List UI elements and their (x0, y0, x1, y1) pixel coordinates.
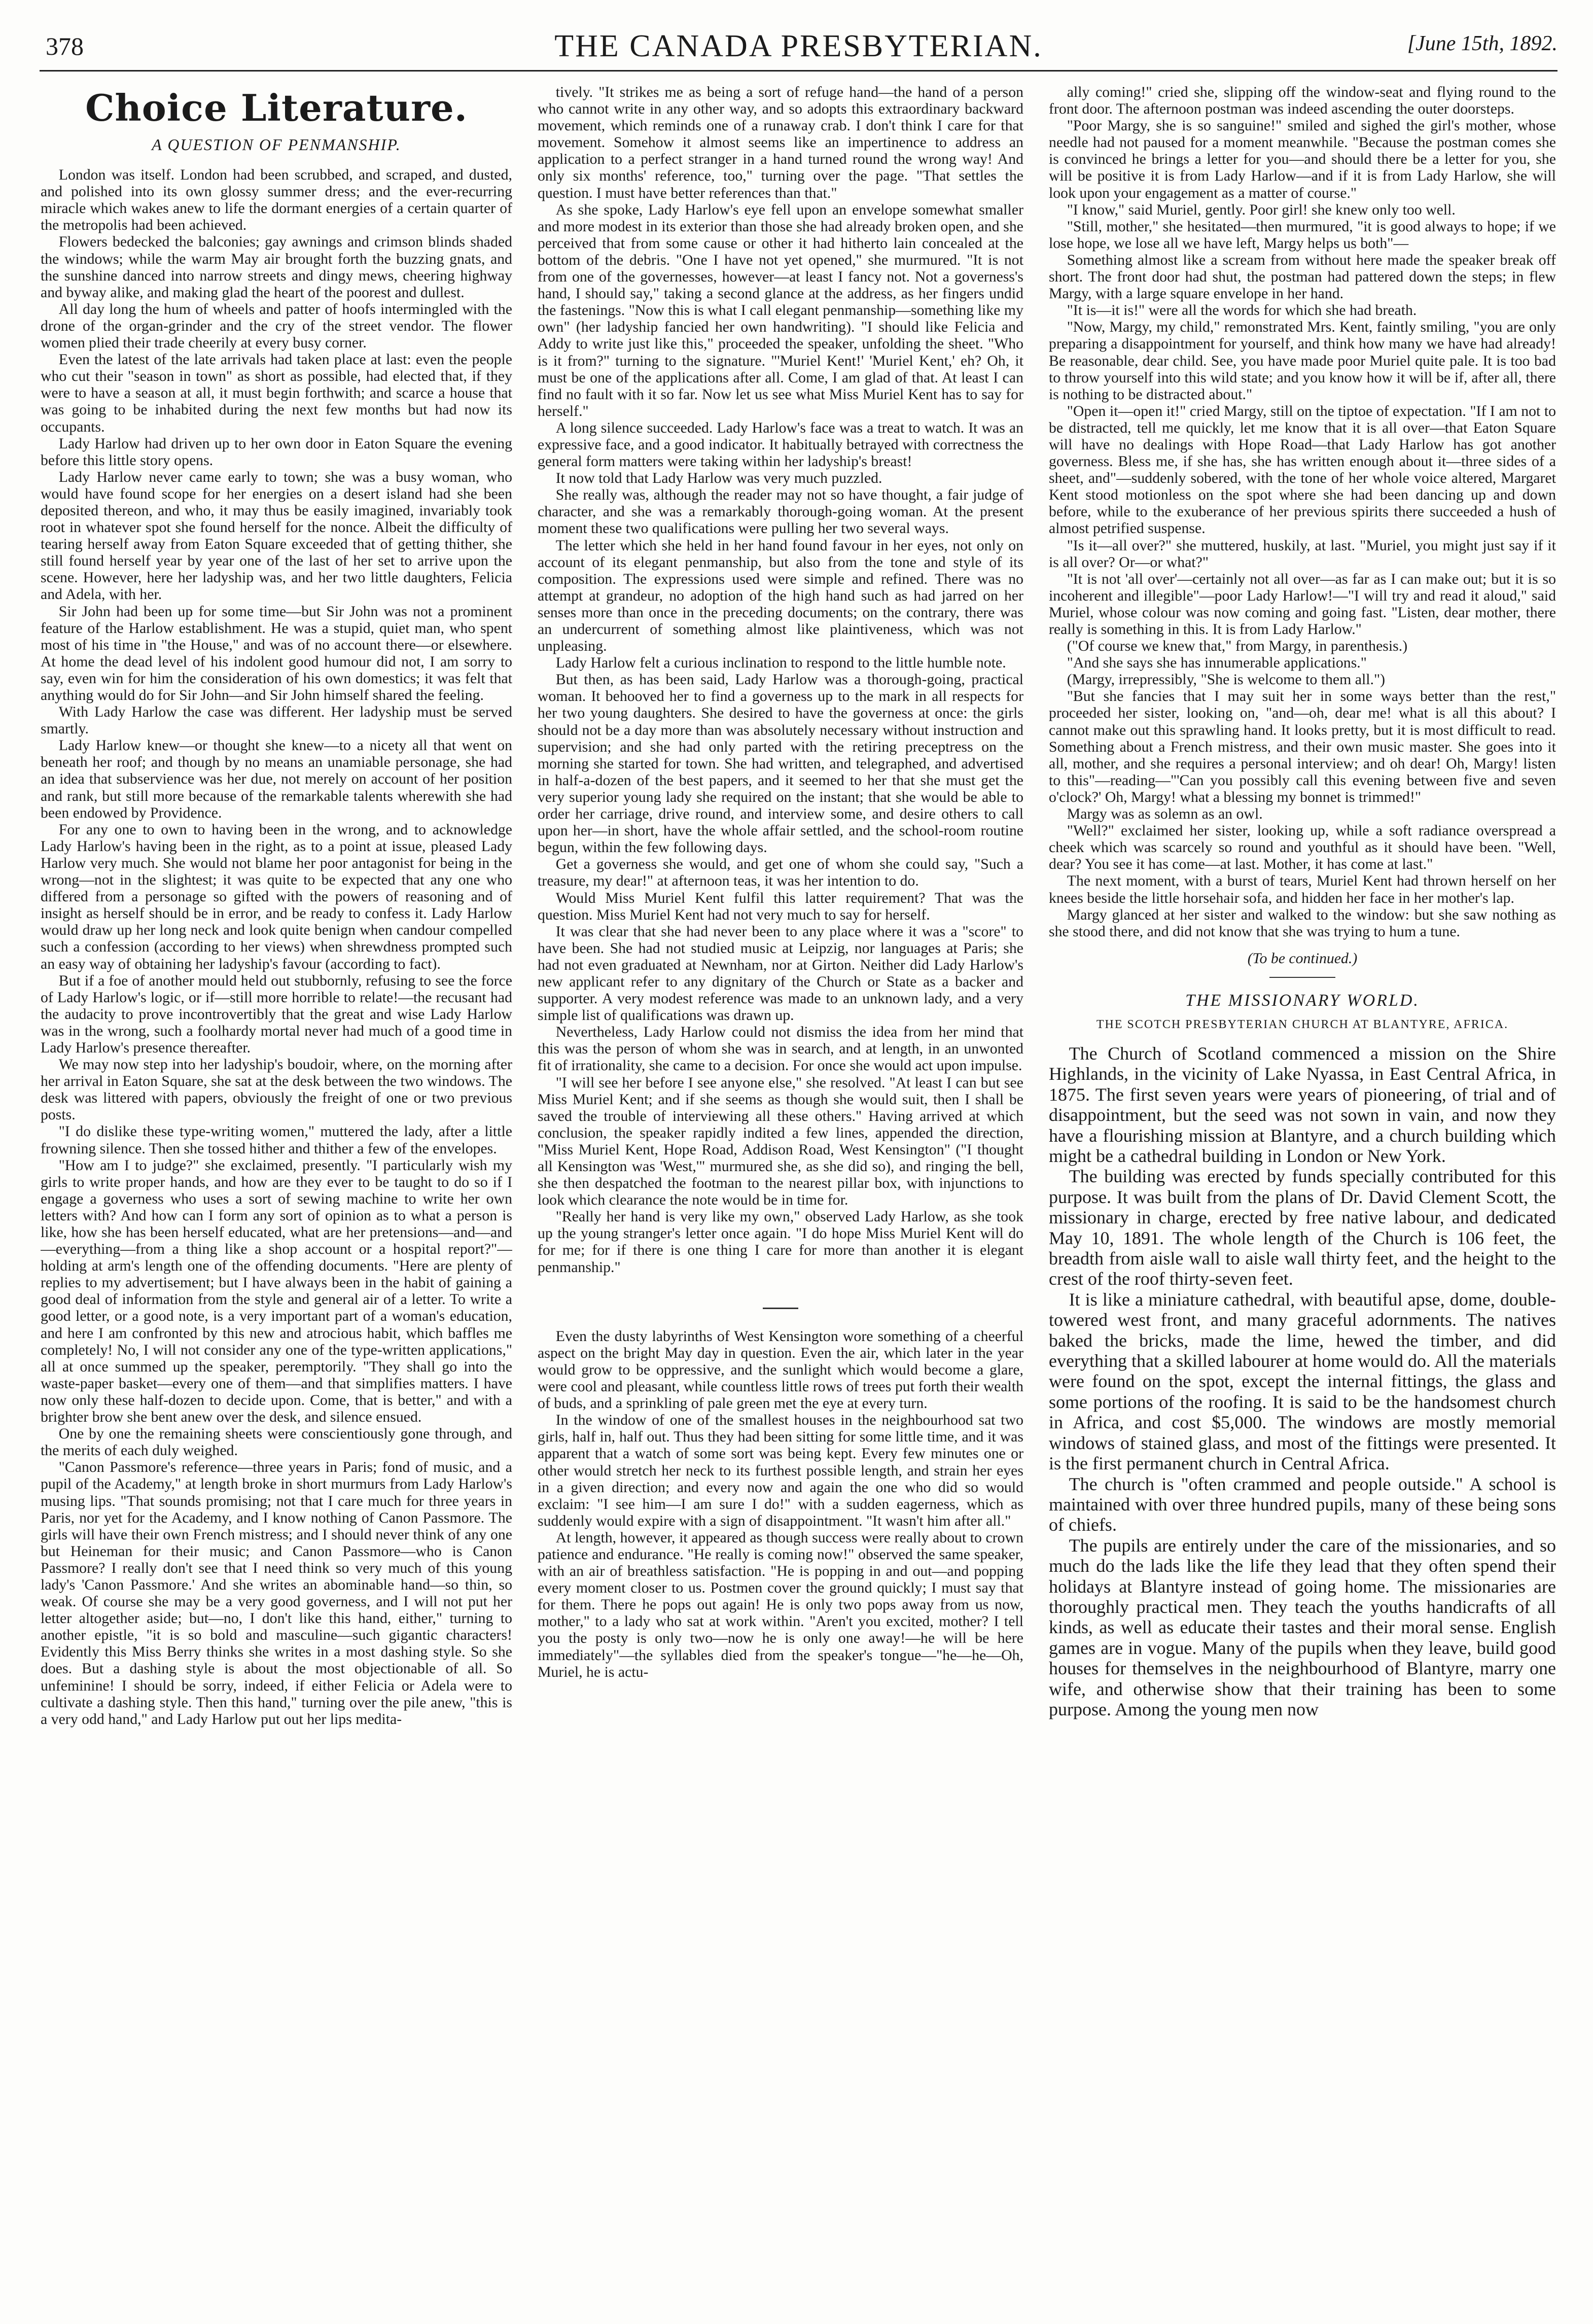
missionary-article-subtitle: THE SCOTCH PRESBYTERIAN CHURCH AT BLANTYRE, AFRICA. (1096, 1017, 1509, 1031)
column-1 (41, 84, 512, 2310)
paragraph: ally coming!" cried she, slipping off the window-seat and flying round to the front door. The afternoon postman was indeed ascending the outer doorsteps. (1049, 84, 1556, 118)
scene-divider (538, 1296, 1023, 1313)
paragraph: For any one to own to having been in the wrong, and to acknowledge Lady Harlow's having been in the right, as to a point at issue, pleased Lady Harlow very much. She would not blame her poor antagonist for being in the wrong—not in the slightest; it was quite to be expected that any one who differed from a personage so gifted with the powers of reasoning and of insight as herself should be in error, and be ready to confess it. Lady Harlow would draw up her long neck and look quite benign when candour compelled such a confession (according to her views) when shrewdness prompted such an easy way of obtaining her ladyship's favour (according to fact). (41, 821, 512, 972)
column-2 (538, 84, 1023, 2310)
paragraph: "Really her hand is very like my own," observed Lady Harlow, as she took up the young stranger's letter once again. "I do hope Miss Muriel Kent will do for me; for if there is one thing I care for more than another it is elegant penmanship." (538, 1208, 1023, 1276)
paragraph: We may now step into her ladyship's boudoir, where, on the morning after her arrival in Eaton Square, she sat at the desk between the two windows. The desk was littered with papers, obviously the freight of one or two previous posts. (41, 1056, 512, 1123)
paragraph: In the window of one of the smallest houses in the neighbourhood sat two girls, half in, half out. Thus they had been sitting for some little time, and it was apparent that a watch of some sort was being kept. Every few minutes one or other would stretch her neck to its furthest possible length, and strain her eyes in a given direction; and every now and again the one who did so would exclaim: "I see him—I am sure I do!" with a sudden eagerness, which as suddenly would expire with a sign of disappointment. "It wasn't him after all." (538, 1412, 1023, 1529)
paragraph: But if a foe of another mould held out stubbornly, refusing to see the force of Lady Harlow's logic, or if—still more horrible to relate!—the recusant had the audacity to prove incontrovertibly that the great and wise Lady Harlow was in the wrong, such a foolhardy mortal never had much of a good time in Lady Harlow's presence thereafter. (41, 972, 512, 1056)
paragraph: The building was erected by funds specially contributed for this purpose. It was built from the plans of Dr. David Clement Scott, the missionary in charge, erected by free native labour, and dedicated May 10, 1891. The whole length of the Church is 106 feet, the breadth from aisle wall to aisle wall thirty feet, and the height to the crest of the roof thirty-seven feet. (1049, 1166, 1556, 1289)
paragraph: A long silence succeeded. Lady Harlow's face was a treat to watch. It was an expressive face, and a good indicator. It habitually betrayed with correctness the general form matters were taking within her ladyship's breast! (538, 419, 1023, 470)
paragraph: "I will see her before I see anyone else," she resolved. "At least I can but see Miss Muriel Kent; and if she seems as though she would suit, then I shall be saved the trouble of interviewing all these others." Having arrived at which conclusion, the speaker rapidly indited a few lines, appended the direction, "Miss Muriel Kent, Hope Road, Addison Road, West Kensington" ("I thought all Kensington was 'West,'" murmured she, as she did so), and ringing the bell, she then despatched the footman to the nearest pillar box, with injunctions to look which clearance the note would be in time for. (538, 1074, 1023, 1209)
paragraph: It now told that Lady Harlow was very much puzzled. (555, 470, 882, 487)
paragraph: "It is—it is!" were all the words for which she had breath. (1067, 302, 1417, 319)
paragraph: "Now, Margy, my child," remonstrated Mrs. Kent, faintly smiling, "you are only preparing a disappointment for yourself, and think how many we have had already! Be reasonable, dear child. See, you have made poor Muriel quite pale. It is too bad to throw yourself into this wild state; and you know how it will be if, after all, there is nothing to be distracted about." (1049, 319, 1556, 403)
paragraph: "It is not 'all over'—certainly not all over—as far as I can make out; but it is so incoherent and illegible"—poor Lady Harlow!—"I will try and read it aloud," said Muriel, whose colour was now coming and going fast. "Listen, dear mother, there really is something in this. It is from Lady Harlow." (1049, 570, 1556, 638)
paragraph: "I do dislike these type-writing women," muttered the lady, after a little frowning silence. Then she tossed hither and thither a few of the envelopes. (41, 1123, 512, 1157)
paragraph: Lady Harlow knew—or thought she knew—to a nicety all that went on beneath her roof; and though by no means an unamiable personage, she had an idea that subservience was her due, not merely on account of her position and rank, but still more because of the remarkable talents wherewith she had been endowed by Providence. (41, 737, 512, 821)
paragraph: She really was, although the reader may not so have thought, a fair judge of character, and she was a remarkably thorough-going woman. At the present moment these two qualifications were pulling her two several ways. (538, 486, 1023, 537)
paragraph: At length, however, it appeared as though success were really about to crown patience and endurance. "He really is coming now!" observed the same speaker, with an air of breathless satisfaction. "He is popping in and out—and popping every moment closer to us. Postmen cover the ground quickly; I must say that for them. There he pops out again! He is only two pops away from us now, mother," to a lady who sat at work within. "Aren't you excited, mother? I tell you the posty is only two—now he is only one away!—he will be here immediately"—the syllables died from the speaker's tongue—"he—he—Oh, Muriel, he is actu- (538, 1529, 1023, 1680)
story-body-part-1 (41, 166, 512, 1728)
paragraph: Lady Harlow had driven up to her own door in Eaton Square the evening before this little story opens. (41, 435, 512, 469)
paragraph: The pupils are entirely under the care of the missionaries, and so much do the lads like the life they lead that they often spend their holidays at Blantyre instead of going home. The missionaries are thoroughly practical men. They teach the youths handicrafts of all kinds, as well as educate their tastes and their moral sense. English games are in vogue. Many of the pupils when they leave, build good houses for themselves in the neighbourhood of Blantyre, marry one wife, and otherwise show that their training has been to some purpose. Among the young men now (1049, 1535, 1556, 1719)
paragraph: Even the latest of the late arrivals had taken place at last: even the people who cut their "season in town" as short as possible, had elected that, if they were to have a season at all, it must begin forthwith; and scarce a house that was going to be inhabited during the next few months but had now its occupants. (41, 351, 512, 435)
paragraph: "But she fancies that I may suit her in some ways better than the rest," proceeded her sister, looking on, "and—oh, dear me! what is all this about? I cannot make out this sprawling hand. It looks pretty, but it is most difficult to read. Something about a French mistress, and their own music master. She goes into it all, mother, and she requires a personal interview; and oh dear! Oh, Margy! listen to this"—reading—"'Can you possibly call this evening between five and seven o'clock?' Oh, Margy! what a blessing my bonnet is trimmed!" (1049, 688, 1556, 805)
paragraph: Margy was as solemn as an owl. (1067, 805, 1263, 823)
paragraph: Nevertheless, Lady Harlow could not dismiss the idea from her mind that this was the person of whom she was in search, and at length, in an unwonted fit of irrationality, she came to a decision. For once she would act upon impulse. (538, 1024, 1023, 1074)
paragraph: But then, as has been said, Lady Harlow was a thorough-going, practical woman. It behooved her to find a governess up to the mark in all respects for her two young daughters. She desired to have the governess at once: the girls should not be a day more than was absolutely necessary without instruction and supervision; and she had only parted with the retiring preceptress on the morning she started for town. She had written, and telegraphed, and advertised in half-a-dozen of the best papers, and it seemed to her that she must get the very superior young lady she required on the instant; that she would be able to order her carriage, drive round, and interview some, and desire others to call upon her—in short, have the whole affair settled, and the school-room routine begun, within the few following days. (538, 671, 1023, 856)
paragraph: Would Miss Muriel Kent fulfil this latter requirement? That was the question. Miss Muriel Kent had not very much to say for herself. (538, 889, 1023, 923)
paragraph: Get a governess she would, and get one of whom she could say, "Such a treasure, my dear!" at afternoon teas, it was her intention to do. (538, 856, 1023, 890)
column-3 (1049, 84, 1556, 2310)
paragraph: "Canon Passmore's reference—three years in Paris; fond of music, and a pupil of the Academy," at length broke in short murmurs from Lady Harlow's musing lips. "That sounds promising; not that I care much for three years in Paris, nor yet for the Academy, and I know nothing of Canon Passmore. The girls will have their own French mistress; and I should never think of any one but Heineman for their music; and Canon Passmore—who is Canon Passmore? I really don't see that I need think so very much of this young lady's 'Canon Passmore.' And she writes an abominable hand—so thin, so weak. Of course she may be a very good governess, and I will not put her letter altogether aside; but—no, I don't like this hand, either," turning to another epistle, "it is so bold and masculine—such gigantic characters! Evidently this Miss Berry thinks she writes in a most dashing style. So she does. But a dashing style is about the most objectionable of all. So unfeminine! I should be sorry, indeed, if either Felicia or Adela were to cultivate a dashing style. Then this hand," turning over the pile anew, "this is a very odd hand," and Lady Harlow put out her lips medita- (41, 1459, 512, 1728)
paragraph: Sir John had been up for some time—but Sir John was not a prominent feature of the Harlow establishment. He was a stupid, quiet man, who spent most of his time in "the House," and was of no account there—or elsewhere. At home the dead level of his indolent good humour did not, I am sorry to say, even win for him the consideration of his own domestics; it was felt that anything would do for Sir John—and Sir John himself shared the feeling. (41, 603, 512, 703)
paragraph: "Open it—open it!" cried Margy, still on the tiptoe of expectation. "If I am not to be distracted, tell me quickly, let me know that it is all over—that Eaton Square will have no dealings with Hope Road—that Lady Harlow has got another governess. Bless me, if she has, she has written enough about it—three sides of a sheet, and"—suddenly sobered, with the tone of her whole voice altered, Margaret Kent stood motionless on the spot where she had been dancing up and down before, while to the exuberance of her previous spirits there succeeded a hush of almost petrified suspense. (1049, 402, 1556, 537)
paragraph: "And she says she has innumerable applications." (1067, 654, 1367, 672)
paragraph: Flowers bedecked the balconies; gay awnings and crimson blinds shaded the windows; while the warm May air brought forth the buzzing gnats, and the sunshine danced into narrow streets and dingy mews, cheering highway and byway alike, and making glad the heart of the poorest and dullest. (41, 233, 512, 301)
paragraph: It is like a miniature cathedral, with beautiful apse, dome, double-towered west front, and many graceful adornments. The natives baked the bricks, made the lime, hewed the timber, and did everything that a skilled labourer at home would do. All the materials were found on the spot, except the internal fittings, the glass and some portions of the roofing. It is said to be the handsomest church in Africa, and cost $5,000. The windows are mostly memorial windows of stained glass, and most of the fittings were presented. It is the first permanent church in Central Africa. (1049, 1289, 1556, 1474)
page-number: 378 (46, 32, 84, 60)
to-be-continued: (To be continued.) (1247, 949, 1358, 967)
issue-date: [June 15th, 1892. (1407, 32, 1557, 55)
paragraph: The Church of Scotland commenced a mission on the Shire Highlands, in the vicinity of Lake Nyassa, in East Central Africa, in 1875. The first seven years were years of pioneering, of trial and of disappointment, but the seed was not sown in vain, and now they have a flourishing mission at Blantyre, and a church building which might be a cathedral building in London or New York. (1049, 1043, 1556, 1166)
paragraph: The letter which she held in her hand found favour in her eyes, not only on account of its elegant penmanship, but also from the tone and style of its composition. The expressions used were simple and refined. There was no attempt at grandeur, no adoption of the high hand such as had jarred on her senses more than once in the preceding documents; on the contrary, there was an undercurrent of something almost like plaintiveness, which was not unpleasing. (538, 537, 1023, 655)
story-body-part-4 (1049, 84, 1556, 940)
paragraph: With Lady Harlow the case was different. Her ladyship must be served smartly. (41, 703, 512, 737)
paragraph: "Well?" exclaimed her sister, looking up, while a soft radiance overspread a cheek which was scarcely so round and youthful as it should have been. "Well, dear? You see it has come—at last. Mother, it has come at last." (1049, 822, 1556, 873)
paragraph: The next moment, with a burst of tears, Muriel Kent had thrown herself on her knees beside the little horsehair sofa, and hidden her face in her mother's lap. (1049, 872, 1556, 906)
paragraph: Something almost like a scream from without here made the speaker break off short. The front door had shut, the postman had pattered down the steps; in flew Margy, with a large square envelope in her hand. (1049, 251, 1556, 302)
missionary-world-heading: THE MISSIONARY WORLD. (1185, 991, 1420, 1010)
paragraph: Lady Harlow never came early to town; she was a busy woman, who would have found scope for her energies on a desert island had she been deposited thereon, and who, it may thus be easily imagined, invariably took root in whatever spot she found herself for the nonce. Albeit the difficulty of tearing herself away from Eaton Square exceeded that of getting thither, she still found herself year by year one of the last of her set to arrive upon the scene. However, here her ladyship was, and her two little daughters, Felicia and Adela, with her. (41, 468, 512, 603)
page-header (40, 24, 1557, 70)
story-body-part-3 (538, 1328, 1023, 1680)
paragraph: "Poor Margy, she is so sanguine!" smiled and sighed the girl's mother, whose needle had not paused for a moment meanwhile. "Because the postman comes she is convinced he brings a letter for you—and should there be a letter for you, she will be positive it is from Lady Harlow—and if it is from Lady Harlow, she will look upon your engagement as a matter of course." (1049, 117, 1556, 201)
missionary-article-body (1049, 1043, 1556, 1719)
paragraph: (Margy, irrepressibly, "She is welcome to them all.") (1067, 671, 1386, 688)
paragraph: ("Of course we knew that," from Margy, in parenthesis.) (1067, 638, 1408, 655)
story-body-part-2 (538, 84, 1023, 1276)
paragraph: "I know," said Muriel, gently. Poor girl! she knew only too well. (1067, 201, 1456, 218)
paragraph: "Is it—all over?" she muttered, huskily, at last. "Muriel, you might just say if it is all over? Or—or what?" (1049, 537, 1556, 571)
section-divider (1269, 977, 1335, 978)
paragraph: "Still, mother," she hesitated—then murmured, "it is good always to hope; if we lose hope, we lose all we have left, Margy helps us both"— (1049, 218, 1556, 252)
paragraph: All day long the hum of wheels and patter of hoofs intermingled with the drone of the organ-grinder and the cry of the street vendor. The flower women plied their trade cheerily at every busy corner. (41, 300, 512, 351)
paragraph: tively. "It strikes me as being a sort of refuge hand—the hand of a person who cannot write in any other way, and so adopts this extraordinary backward movement, which reminds one of a runaway crab. I don't think I care for that movement. Somehow it almost seems like an impertinence to address an application to a perfect stranger in a hand turned round the wrong way! And only six months' reference, too," turning over the page. "That settles the question. I must have better references than that." (538, 84, 1023, 201)
section-heading: Choice Literature. (85, 86, 468, 129)
paragraph: It was clear that she had never been to any place where it was a "score" to have been. She had not studied music at Leipzig, nor languages at Paris; she had not even graduated at Newnham, nor at Girton. Neither did Lady Harlow's new applicant refer to any dignitary of the Church or State as a backer and supporter. A very modest reference was made to an unknown lady, and a very simple list of qualifications was drawn up. (538, 923, 1023, 1024)
paragraph: London was itself. London had been scrubbed, and scraped, and dusted, and polished into its own glossy summer dress; and the ever-recurring miracle which wakes anew to life the dormant energies of a certain quarter of the metropolis had been achieved. (41, 166, 512, 234)
paragraph: As she spoke, Lady Harlow's eye fell upon an envelope somewhat smaller and more modest in its exterior than those she had already broken open, and she perceived that from some cause or other it had hitherto lain concealed at the bottom of the debris. "One I have not yet opened," she murmured. "It is not from one of the governesses, however—at least I fancy not. Not a governess's hand, I should say," taking a second glance at the address, as her fingers undid the fastenings. "Now this is what I call elegant penmanship—something like my own" (her ladyship fancied her own handwriting). "I should like Felicia and Addy to write just like this," proceeded the speaker, unfolding the sheet. "Who is it from?" turning to the signature. "'Muriel Kent!' 'Muriel Kent,' eh? Oh, it must be one of the applications after all. Come, I am glad of that. At least I can find no fault with it so far. Now let us see what Miss Muriel Kent has to say for herself." (538, 201, 1023, 419)
header-rule (40, 70, 1557, 72)
paragraph: Lady Harlow felt a curious inclination to respond to the little humble note. (555, 654, 1006, 672)
paragraph: Margy glanced at her sister and walked to the window: but she saw nothing as she stood there, and did not know that she was trying to hum a tune. (1049, 906, 1556, 940)
paragraph: "How am I to judge?" she exclaimed, presently. "I particularly wish my girls to write proper hands, and how are they ever to be taught to do so if I engage a governess who uses a sort of sewing machine to write her own letters with? And how can I form any sort of opinion as to what a person is like, how she has been herself educated, what are her pretensions—and—and—everything—from a thing like a shop account or a hospital report?"—holding at arm's length one of the offending documents. "Here are plenty of replies to my advertisement; but I have always been in the habit of gaining a good deal of information from the style and general air of a letter. To write a good letter, or a good note, is a very important part of a woman's education, and here I am confronted by this new and atrocious habit, which baffles me completely! No, I will not consider any one of the type-written applications," all at once summed up the speaker, peremptorily. "They shall go into the waste-paper basket—every one of them—and that simplifies matters. I have now only these half-dozen to decide upon. Come, that is better," and with a brighter brow she bent anew over the desk, and silence ensued. (41, 1156, 512, 1426)
story-title: A QUESTION OF PENMANSHIP. (152, 135, 401, 154)
paragraph: One by one the remaining sheets were conscientiously gone through, and the merits of each duly weighed. (41, 1425, 512, 1459)
paragraph: The church is "often crammed and people outside." A school is maintained with over three hundred pupils, many of these being sons of chiefs. (1049, 1473, 1556, 1535)
newspaper-title: THE CANADA PRESBYTERIAN. (554, 29, 1043, 63)
paragraph: Even the dusty labyrinths of West Kensington wore something of a cheerful aspect on the bright May day in question. Even the air, which later in the year would grow to be oppressive, and the sunlight which would become a glare, were cool and pleasant, while countless little rows of trees put forth their wealth of buds, and a sprinkling of pale green met the eye at every turn. (538, 1327, 1023, 1412)
